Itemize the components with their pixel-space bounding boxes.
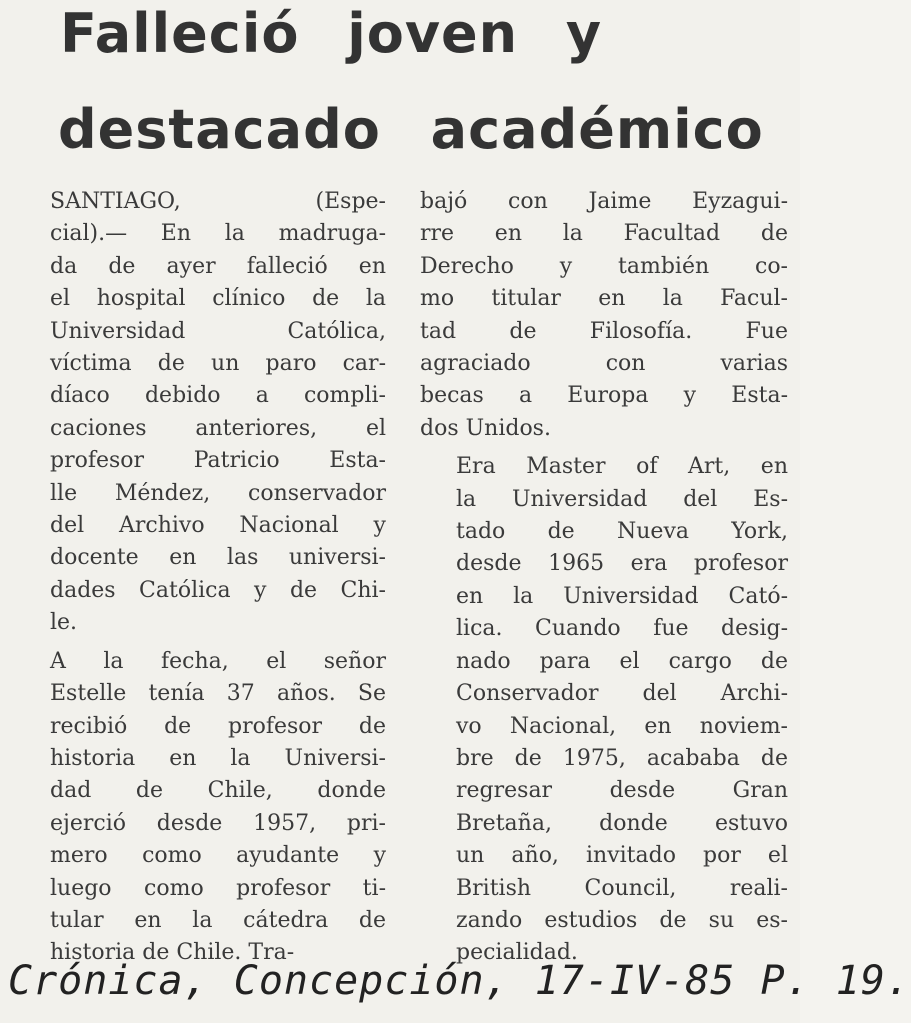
text-line: docente en las universi- [50,545,386,571]
text-line: víctima de un paro car- [50,351,386,377]
text-line: bre de 1975, acababa de [456,745,788,771]
paragraph-4 [420,451,788,970]
text-line: lica. Cuando fue desig- [456,616,788,642]
text-line: díaco debido a compli- [50,383,386,409]
text-line: pecialidad. [456,940,578,966]
text-line: SANTIAGO, (Espe- [50,189,386,214]
text-line: un año, invitado por el [456,843,788,869]
text-line: nado para el cargo de [456,648,788,674]
text-line: vo Nacional, en noviem- [456,713,788,739]
text-line: Bretaña, donde estuvo [456,810,788,836]
text-line: Universidad Católica, [50,318,386,344]
paragraph-3 [420,186,788,445]
text-line: historia de Chile. Tra- [50,940,295,966]
paragraph-2 [14,646,386,970]
text-line: agraciado con varias [420,351,788,377]
article-column-left [14,186,386,970]
text-line: en la Universidad Cató- [456,583,788,609]
text-line: Estelle tenía 37 años. Se [50,681,386,707]
text-line: tular en la cátedra de [50,907,386,933]
text-line: dos Unidos. [420,415,551,441]
text-line: tad de Filosofía. Fue [420,318,788,344]
text-line: tado de Nueva York, [456,519,788,545]
text-line: luego como profesor ti- [50,875,386,901]
headline-line-2: destacado académico [58,98,764,161]
text-line: ejerció desde 1957, pri- [50,810,386,836]
text-line: mero como ayudante y [50,843,386,869]
text-line: A la fecha, el señor [50,648,386,674]
text-line: lle Méndez, conservador [50,480,386,506]
text-line: regresar desde Gran [456,778,788,804]
text-line: mo titular en la Facul- [420,286,788,312]
text-line: zando estudios de su es- [456,907,788,933]
text-line: rre en la Facultad de [420,221,788,247]
text-line: dad de Chile, donde [50,778,386,804]
text-line: caciones anteriores, el [50,415,386,441]
text-line: desde 1965 era profesor [456,551,788,577]
text-line: recibió de profesor de [50,713,386,739]
handwritten-source-note: Crónica, Concepción, 17-IV-85 P. 19. [8,958,911,1004]
text-line: British Council, reali- [456,875,788,901]
text-line: dades Católica y de Chi- [50,577,386,603]
text-line: Conservador del Archi- [456,681,788,707]
text-line: Derecho y también co- [420,253,788,279]
text-line: historia en la Universi- [50,745,386,771]
text-line: becas a Europa y Esta- [420,383,788,409]
text-line: cial).— En la madruga- [50,221,386,247]
text-line: profesor Patricio Esta- [50,448,386,474]
text-line: la Universidad del Es- [456,486,788,512]
text-line: Era Master of Art, en [456,454,788,480]
headline-line-1: Falleció joven y [60,2,603,65]
article-column-right [420,186,788,970]
paragraph-1 [14,186,386,640]
text-line: da de ayer falleció en [50,253,386,279]
text-line: le. [50,610,78,636]
text-line: el hospital clínico de la [50,286,386,312]
text-line: del Archivo Nacional y [50,513,386,539]
text-line: bajó con Jaime Eyzagui- [420,189,788,214]
